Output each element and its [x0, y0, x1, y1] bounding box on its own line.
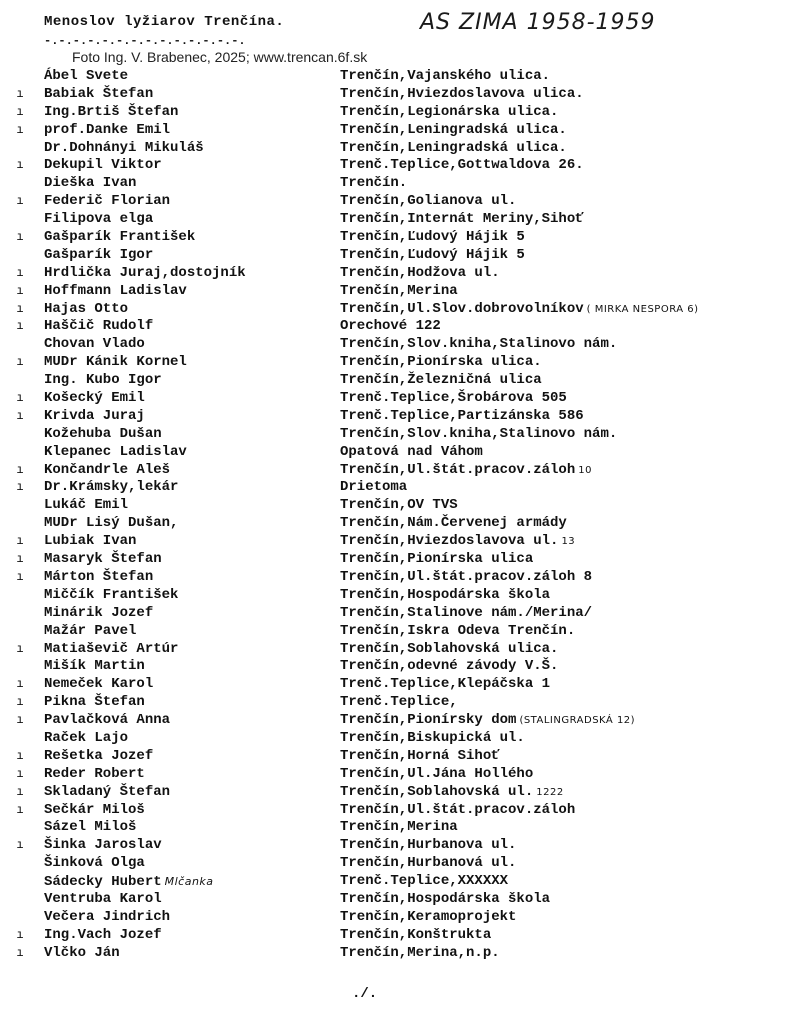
entry-address-text: Trenč.Teplice,Klepáčska 1: [340, 676, 551, 693]
list-item: [0, 104, 800, 122]
entry-name-text: Lukáč Emil: [44, 497, 129, 514]
entry-address-text: Trenčín,Hurbanova ul.: [340, 837, 517, 854]
entry-name: [44, 927, 162, 945]
entry-address-text: Trenčín,Ul.štát.pracov.záloh: [340, 801, 576, 818]
handwritten-season-note: AS ZIMA 1958-1959: [420, 10, 656, 35]
entry-address-text: Trenčín,Merina,n.p.: [340, 944, 500, 961]
entry-name-text: Hoffmann Ladislav: [44, 282, 187, 299]
entry-address-text: Trenčín,Pionírsky dom: [340, 712, 517, 729]
entry-name-text: Skladaný Štefan: [44, 783, 171, 800]
entry-address: [340, 748, 500, 766]
photo-credit: Foto Ing. V. Brabenec, 2025; www.trencan.6f.sk: [72, 49, 368, 65]
entry-name-text: Ing. Kubo Igor: [44, 372, 162, 389]
entry-address: [340, 623, 575, 641]
entry-name-text: Minárik Jozef: [44, 604, 154, 621]
entry-name: [44, 408, 145, 426]
entry-address-text: Trenčín,Hospodárska škola: [340, 586, 551, 603]
list-item: [0, 157, 800, 175]
entry-address-text: Trenčín,Hviezdoslavova ulica.: [340, 85, 584, 102]
list-item: [0, 641, 800, 659]
entry-address-text: Trenčín,Ľudový Hájik 5: [340, 246, 525, 263]
entry-name-text: Košecký Emil: [44, 390, 145, 407]
entry-address: [340, 533, 575, 551]
entry-address: [340, 354, 542, 372]
entry-address: [340, 157, 584, 175]
entry-name: [44, 730, 128, 748]
entry-address-text: Trenčín,Legionárska ulica.: [340, 103, 559, 120]
list-item: [0, 140, 800, 158]
entry-address: [340, 837, 516, 855]
entry-address: [340, 855, 516, 873]
entry-address: [340, 945, 500, 963]
entry-name-text: Masaryk Štefan: [44, 551, 162, 568]
margin-tick-mark: ı: [16, 122, 24, 137]
entry-name: [44, 318, 153, 336]
margin-tick-mark: ı: [16, 534, 24, 549]
handwritten-address-note: ( MIRKA NESPORA 6): [586, 303, 699, 315]
page-number: ./.: [352, 986, 378, 1002]
list-item: [0, 712, 800, 730]
entry-name-text: Nemeček Karol: [44, 676, 154, 693]
entry-address: [340, 712, 635, 730]
entry-name-text: Chovan Vlado: [44, 336, 145, 353]
entry-address: [340, 390, 567, 408]
entry-name-text: Gašparík František: [44, 229, 196, 246]
margin-tick-mark: ı: [16, 802, 24, 817]
margin-tick-mark: ı: [16, 265, 24, 280]
entry-address-text: Trenčín,Golianova ul.: [340, 193, 517, 210]
entry-address-text: Trenčín,Internát Meriny,Sihoť: [340, 211, 584, 228]
entry-address-text: Trenčín,Železničná ulica: [340, 372, 542, 389]
entry-address: [340, 283, 458, 301]
margin-tick-mark: ı: [16, 301, 24, 316]
entry-address-text: Trenčín,Ul.štát.pracov.záloh 8: [340, 568, 593, 585]
entry-address: [340, 175, 407, 193]
entry-name: [44, 479, 178, 497]
entry-name: [44, 766, 145, 784]
entry-name: [44, 569, 153, 587]
entry-address-text: Trenčín,odevné závody V.Š.: [340, 658, 559, 675]
entry-name: [44, 283, 187, 301]
list-item: [0, 605, 800, 623]
entry-name: [44, 855, 145, 873]
entry-name-text: Reder Robert: [44, 765, 145, 782]
list-item: [0, 372, 800, 390]
entry-name: [44, 372, 162, 390]
list-item: [0, 891, 800, 909]
list-item: [0, 837, 800, 855]
entry-name-text: Ing.Vach Jozef: [44, 926, 162, 943]
entry-name-text: Lubiak Ivan: [44, 533, 137, 550]
list-item: [0, 390, 800, 408]
entry-address-text: Trenčín,Slov.kniha,Stalinovo nám.: [340, 336, 618, 353]
entry-name-text: Ing.Brtiš Štefan: [44, 103, 179, 120]
entry-address: [340, 140, 567, 158]
entries-list: [0, 68, 800, 963]
margin-tick-mark: ı: [16, 748, 24, 763]
entry-name-text: Sázel Miloš: [44, 819, 137, 836]
list-item: [0, 533, 800, 551]
entry-name-text: Gašparík Igor: [44, 246, 154, 263]
margin-tick-mark: ı: [16, 713, 24, 728]
handwritten-address-note: (STALINGRADSKÁ 12): [519, 715, 636, 727]
entry-address-text: Trenčín,Merina: [340, 819, 458, 836]
entry-name-text: Sečkár Miloš: [44, 801, 145, 818]
list-item: [0, 175, 800, 193]
list-item: [0, 551, 800, 569]
entry-address: [340, 426, 617, 444]
list-item: [0, 730, 800, 748]
entry-address: [340, 265, 500, 283]
entry-name: [44, 909, 170, 927]
entry-name: [44, 68, 128, 86]
entry-address-text: Trenčín,Hodžova ul.: [340, 264, 500, 281]
entry-address-text: Trenčín,Ul.Slov.dobrovolníkov: [340, 300, 584, 317]
entry-name: [44, 157, 162, 175]
handwritten-address-note: 1222: [536, 786, 564, 798]
entry-name: [44, 247, 153, 265]
list-item: [0, 336, 800, 354]
entry-address-text: Trenčín,Biskupická ul.: [340, 729, 525, 746]
margin-tick-mark: ı: [16, 355, 24, 370]
entry-address-text: Trenčín,Hurbanová ul.: [340, 855, 517, 872]
entry-address-text: Trenčín,Nám.Červenej armády: [340, 515, 567, 532]
entry-name-text: Matiaševič Artúr: [44, 640, 179, 657]
margin-tick-mark: ı: [16, 784, 24, 799]
margin-tick-mark: ı: [16, 194, 24, 209]
entry-address-text: Trenčín,Soblahovská ul.: [340, 783, 534, 800]
entry-address-text: Opatová nad Váhom: [340, 443, 483, 460]
margin-tick-mark: ı: [16, 319, 24, 334]
margin-tick-mark: ı: [16, 945, 24, 960]
entry-name: [44, 658, 145, 676]
list-item: [0, 229, 800, 247]
entry-address: [340, 372, 542, 390]
entry-address-text: Trenčín,Merina: [340, 282, 458, 299]
list-item: [0, 658, 800, 676]
list-item: [0, 784, 800, 802]
list-item: [0, 444, 800, 462]
entry-name: [44, 802, 145, 820]
list-item: [0, 855, 800, 873]
entry-name-text: Mišík Martin: [44, 658, 145, 675]
entry-address: [340, 605, 592, 623]
entry-address: [340, 730, 525, 748]
entry-name-text: Pavlačková Anna: [44, 712, 171, 729]
entry-name: [44, 945, 120, 963]
margin-tick-mark: ı: [16, 838, 24, 853]
entry-name-text: Dr.Dohnányi Mikuláš: [44, 139, 204, 156]
entry-address-text: Orechové 122: [340, 318, 441, 335]
margin-tick-mark: ı: [16, 391, 24, 406]
entry-name: [44, 837, 162, 855]
entry-name-text: prof.Danke Emil: [44, 121, 171, 138]
entry-address-text: Trenč.Teplice,: [340, 694, 458, 711]
list-item: [0, 86, 800, 104]
entry-address: [340, 515, 567, 533]
entry-address: [340, 766, 533, 784]
entry-address: [340, 229, 525, 247]
entry-address-text: Trenčín,Ľudový Hájik 5: [340, 229, 525, 246]
entry-address: [340, 68, 550, 86]
entry-address: [340, 318, 441, 336]
entry-name-text: Dr.Krámsky,lekár: [44, 479, 179, 496]
margin-tick-mark: ı: [16, 766, 24, 781]
entry-address-text: Trenčín,Konštrukta: [340, 926, 492, 943]
list-item: [0, 819, 800, 837]
entry-name: [44, 587, 178, 605]
entry-address-text: Trenč.Teplice,XXXXXX: [340, 873, 509, 890]
entry-address: [340, 479, 407, 497]
margin-tick-mark: ı: [16, 641, 24, 656]
entry-address: [340, 909, 516, 927]
entry-name: [44, 211, 153, 229]
list-item: [0, 569, 800, 587]
entry-address-text: Trenčín,Pionírska ulica: [340, 551, 534, 568]
entry-name-text: Babiak Štefan: [44, 85, 154, 102]
entry-address-text: Trenčín,Ul.Jána Hollého: [340, 765, 534, 782]
entry-name: [44, 354, 187, 372]
entry-name: [44, 533, 136, 551]
margin-tick-mark: ı: [16, 462, 24, 477]
list-item: [0, 193, 800, 211]
list-item: [0, 122, 800, 140]
handwritten-address-note: 10: [578, 464, 592, 476]
entry-address: [340, 551, 533, 569]
list-item: [0, 318, 800, 336]
entry-name-text: Dekupil Viktor: [44, 157, 162, 174]
entry-address: [340, 784, 564, 802]
entry-name: [44, 873, 214, 892]
entry-name: [44, 819, 136, 837]
margin-tick-mark: ı: [16, 230, 24, 245]
entry-name: [44, 712, 170, 730]
title-underline: -.-.-.-.-.-.-.-.-.-.-.-.-.-.: [44, 34, 246, 48]
entry-name: [44, 462, 170, 480]
entry-name-text: Sádecky Hubert: [44, 874, 162, 891]
entry-name: [44, 336, 145, 354]
list-item: [0, 462, 800, 480]
margin-tick-mark: ı: [16, 158, 24, 173]
entry-address: [340, 336, 617, 354]
entry-address: [340, 193, 516, 211]
entry-address-text: Trenčín,Stalinove nám./Merina/: [340, 604, 593, 621]
entry-name: [44, 86, 153, 104]
list-item: [0, 873, 800, 891]
margin-tick-mark: ı: [16, 480, 24, 495]
entry-address: [340, 819, 458, 837]
entry-address: [340, 676, 550, 694]
entry-name: [44, 444, 187, 462]
entry-address: [340, 301, 699, 319]
entry-name-text: Končandrle Aleš: [44, 461, 171, 478]
entry-name: [44, 229, 195, 247]
entry-address-text: Trenčín,Hviezdoslavova ul.: [340, 533, 559, 550]
entry-name-text: Večera Jindrich: [44, 908, 171, 925]
entry-address-text: Drietoma: [340, 479, 408, 496]
margin-tick-mark: ı: [16, 569, 24, 584]
list-item: [0, 748, 800, 766]
document-title: Menoslov lyžiarov Trenčína.: [44, 14, 285, 30]
entry-name-text: Krivda Juraj: [44, 407, 145, 424]
entry-name-text: Kožehuba Dušan: [44, 425, 162, 442]
entry-name-text: MUDr Lisý Dušan,: [44, 515, 179, 532]
list-item: [0, 283, 800, 301]
margin-tick-mark: ı: [16, 408, 24, 423]
entry-address-text: Trenčín,Leningradská ulica.: [340, 139, 567, 156]
entry-name: [44, 265, 246, 283]
list-item: [0, 587, 800, 605]
list-item: [0, 68, 800, 86]
entry-address-text: Trenčín,Slov.kniha,Stalinovo nám.: [340, 425, 618, 442]
entry-address: [340, 211, 584, 229]
margin-tick-mark: ı: [16, 552, 24, 567]
entry-address: [340, 86, 584, 104]
entry-address-text: Trenčín,Pionírska ulica.: [340, 354, 542, 371]
entry-name: [44, 497, 128, 515]
entry-name-text: Klepanec Ladislav: [44, 443, 187, 460]
handwritten-address-note: 13: [561, 536, 576, 548]
entry-address: [340, 444, 483, 462]
entry-address: [340, 247, 525, 265]
entry-name-text: Hrdlička Juraj,dostojník: [44, 264, 246, 281]
entry-name: [44, 551, 162, 569]
list-item: [0, 497, 800, 515]
list-item: [0, 265, 800, 283]
entry-address: [340, 408, 584, 426]
entry-name-text: Haščič Rudolf: [44, 318, 154, 335]
entry-address: [340, 104, 558, 122]
list-item: [0, 694, 800, 712]
list-item: [0, 408, 800, 426]
margin-tick-mark: ı: [16, 695, 24, 710]
entry-name-text: Filipova elga: [44, 211, 154, 228]
entry-name: [44, 301, 128, 319]
entry-address-text: Trenčín,OV TVS: [340, 497, 458, 514]
entry-address: [340, 497, 458, 515]
entry-address: [340, 122, 567, 140]
entry-address-text: Trenčín,Horná Sihoť: [340, 747, 500, 764]
entry-address-text: Trenčín,Iskra Odeva Trenčín.: [340, 622, 576, 639]
entry-address: [340, 641, 558, 659]
handwritten-name-note: Mlčanka: [164, 875, 214, 889]
entry-address: [340, 658, 558, 676]
list-item: [0, 802, 800, 820]
entry-address: [340, 587, 550, 605]
entry-name: [44, 605, 153, 623]
entry-name: [44, 193, 170, 211]
entry-address-text: Trenč.Teplice,Partizánska 586: [340, 407, 584, 424]
entry-name: [44, 748, 153, 766]
margin-tick-mark: ı: [16, 927, 24, 942]
entry-name: [44, 390, 145, 408]
entry-name-text: Federič Florian: [44, 193, 171, 210]
list-item: [0, 354, 800, 372]
entry-address-text: Trenčín,Hospodárska škola: [340, 890, 551, 907]
margin-tick-mark: ı: [16, 283, 24, 298]
list-item: [0, 247, 800, 265]
list-item: [0, 479, 800, 497]
list-item: [0, 927, 800, 945]
entry-name-text: Vlčko Ján: [44, 944, 120, 961]
entry-address: [340, 694, 458, 712]
entry-address-text: Trenčín.: [340, 175, 408, 192]
margin-tick-mark: ı: [16, 677, 24, 692]
entry-name-text: Ábel Svete: [44, 68, 129, 84]
entry-name: [44, 784, 170, 802]
entry-name: [44, 122, 170, 140]
entry-name-text: Dieška Ivan: [44, 175, 137, 192]
entry-name: [44, 515, 178, 533]
entry-address-text: Trenčín,Vajanského ulica.: [340, 68, 551, 84]
list-item: [0, 766, 800, 784]
entry-name: [44, 104, 178, 122]
entry-address-text: Trenč.Teplice,Gottwaldova 26.: [340, 157, 584, 174]
entry-name-text: Rešetka Jozef: [44, 747, 154, 764]
entry-name-text: MUDr Kánik Kornel: [44, 354, 187, 371]
entry-name-text: Márton Štefan: [44, 568, 154, 585]
list-item: [0, 426, 800, 444]
list-item: [0, 909, 800, 927]
margin-tick-mark: ı: [16, 104, 24, 119]
list-item: [0, 676, 800, 694]
entry-name-text: Raček Lajo: [44, 729, 129, 746]
entry-name: [44, 140, 204, 158]
entry-name: [44, 694, 145, 712]
entry-name: [44, 623, 136, 641]
entry-name: [44, 641, 178, 659]
entry-name-text: Šinková Olga: [44, 855, 145, 872]
entry-name-text: Ventruba Karol: [44, 890, 162, 907]
entry-name-text: Pikna Štefan: [44, 694, 145, 711]
entry-name-text: Miččík František: [44, 586, 179, 603]
entry-address-text: Trenčín,Soblahovská ulica.: [340, 640, 559, 657]
entry-name: [44, 676, 153, 694]
entry-name-text: Mažár Pavel: [44, 622, 137, 639]
entry-name: [44, 426, 162, 444]
margin-tick-mark: ı: [16, 86, 24, 101]
list-item: [0, 301, 800, 319]
list-item: [0, 515, 800, 533]
entry-address-text: Trenčín,Keramoprojekt: [340, 908, 517, 925]
entry-address: [340, 891, 550, 909]
list-item: [0, 945, 800, 963]
entry-name-text: Hajas Otto: [44, 300, 129, 317]
entry-address: [340, 462, 592, 480]
entry-address-text: Trenčín,Leningradská ulica.: [340, 121, 567, 138]
entry-address-text: Trenčín,Ul.štát.pracov.záloh: [340, 461, 576, 478]
entry-address: [340, 873, 508, 891]
entry-address: [340, 927, 491, 945]
entry-address: [340, 802, 575, 820]
entry-name: [44, 891, 162, 909]
entry-address: [340, 569, 592, 587]
list-item: [0, 623, 800, 641]
list-item: [0, 211, 800, 229]
entry-name: [44, 175, 136, 193]
entry-address-text: Trenč.Teplice,Šrobárova 505: [340, 390, 567, 407]
entry-name-text: Šinka Jaroslav: [44, 837, 162, 854]
